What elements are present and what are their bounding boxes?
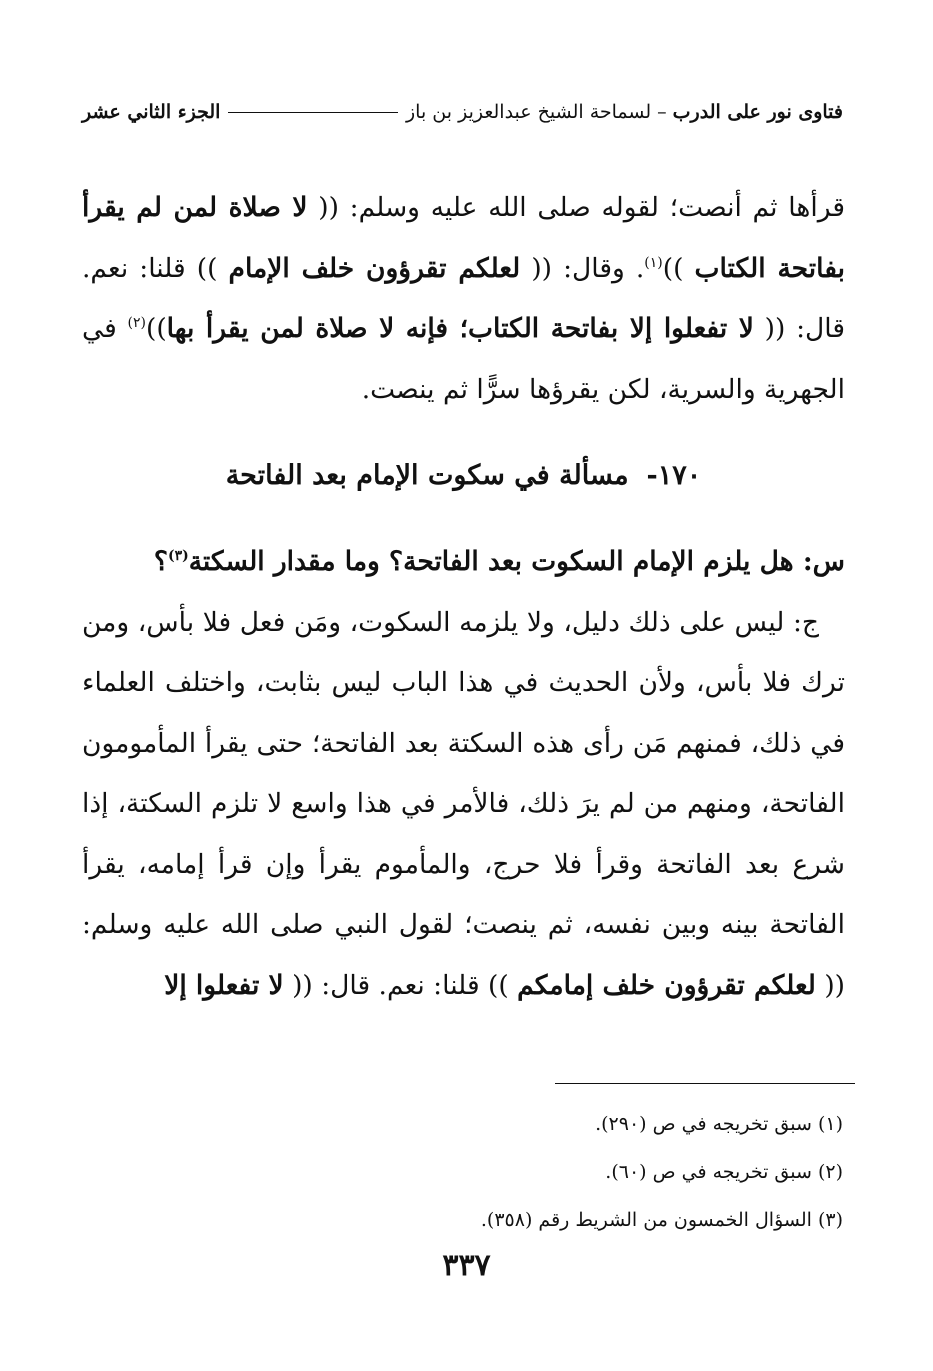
intro-text-4: )) قلنا: نعم. قال: ((	[82, 252, 845, 344]
intro-text-1: قرأها ثم أنصت؛ لقوله صلى الله عليه وسلم: ((	[307, 192, 845, 223]
section-title-text: مسألة في سكوت الإمام بعد الفاتحة	[225, 460, 629, 491]
footnote-separator	[555, 1083, 855, 1084]
footnote-ref-3: (٣)	[167, 548, 189, 565]
header-rule	[228, 112, 398, 113]
hadith-2: لعلكم تقرؤون خلف الإمام	[228, 252, 521, 284]
running-header	[82, 94, 843, 130]
intro-paragraph	[82, 178, 845, 420]
footnote-1: (١) سبق تخريجه في ص (٢٩٠).	[595, 1113, 843, 1135]
author-name: لسماحة الشيخ عبدالعزيز بن باز	[406, 101, 652, 123]
footnote-ref-1: (١)	[644, 254, 663, 271]
question-text: س: هل يلزم الإمام السكوت بعد الفاتحة؟ وما مقدار السكتة	[188, 546, 845, 577]
answer-text-1: ج: ليس على ذلك دليل، ولا يلزمه السكوت، ومَن فعل فلا بأس، ومن ترك فلا بأس، ولأن الحديث في هذا الباب ليس بثابت، واختلف العلماء في ذلك، فمنهم مَن رأى هذه السكتة بعد الفاتحة؛ حتى يقرأ المأمومون الفاتحة، ومنهم من لم يرَ ذلك، فالأمر في هذا واسع لا تلزم السكتة، إذا شرع بعد الفاتحة وقرأ فلا حرج، والمأموم يقرأ وإن قرأ إمامه، يقرأ الفاتحة بينه وبين نفسه، ثم ينصت؛ لقول النبي صلى الله عليه وسلم: ((	[82, 606, 845, 1001]
question-mark: ؟	[153, 546, 168, 577]
intro-text-3: . وقال: ((	[520, 252, 645, 284]
volume-label: الجزء الثاني عشر	[82, 101, 221, 123]
hadith-1: لا صلاة لمن لم يقرأ بفاتحة الكتاب	[82, 192, 846, 284]
book-title: فتاوى نور على الدرب	[672, 101, 843, 123]
question-paragraph	[82, 532, 845, 593]
footnotes	[300, 1100, 843, 1244]
answer-hadith-1: لعلكم تقرؤون خلف إمامكم	[517, 969, 816, 1001]
answer-hadith-2: لا تفعلوا إلا	[164, 969, 284, 1001]
header-dash: –	[657, 101, 667, 123]
intro-text-2: ))	[662, 252, 695, 284]
section-heading	[82, 420, 845, 532]
answer-text-2: )) قلنا: نعم. قال: ((	[283, 969, 518, 1001]
intro-text-6: في الجهرية والسرية، لكن يقرؤها سرًّا ثم ينصت.	[82, 313, 845, 405]
footnote-3: (٣) السؤال الخمسون من الشريط رقم (٣٥٨).	[480, 1209, 843, 1231]
footnote-2: (٢) سبق تخريجه في ص (٦٠).	[605, 1161, 843, 1183]
section-number: ١٧٠-	[646, 460, 702, 491]
answer-paragraph	[82, 593, 845, 1017]
footnote-ref-2: (٢)	[127, 315, 146, 332]
page-body	[82, 178, 845, 1016]
page-number: ٣٣٧	[442, 1248, 491, 1283]
intro-text-5: ))	[145, 313, 167, 344]
hadith-3: لا تفعلوا إلا بفاتحة الكتاب؛ فإنه لا صلاة لمن يقرأ بها	[166, 313, 754, 344]
